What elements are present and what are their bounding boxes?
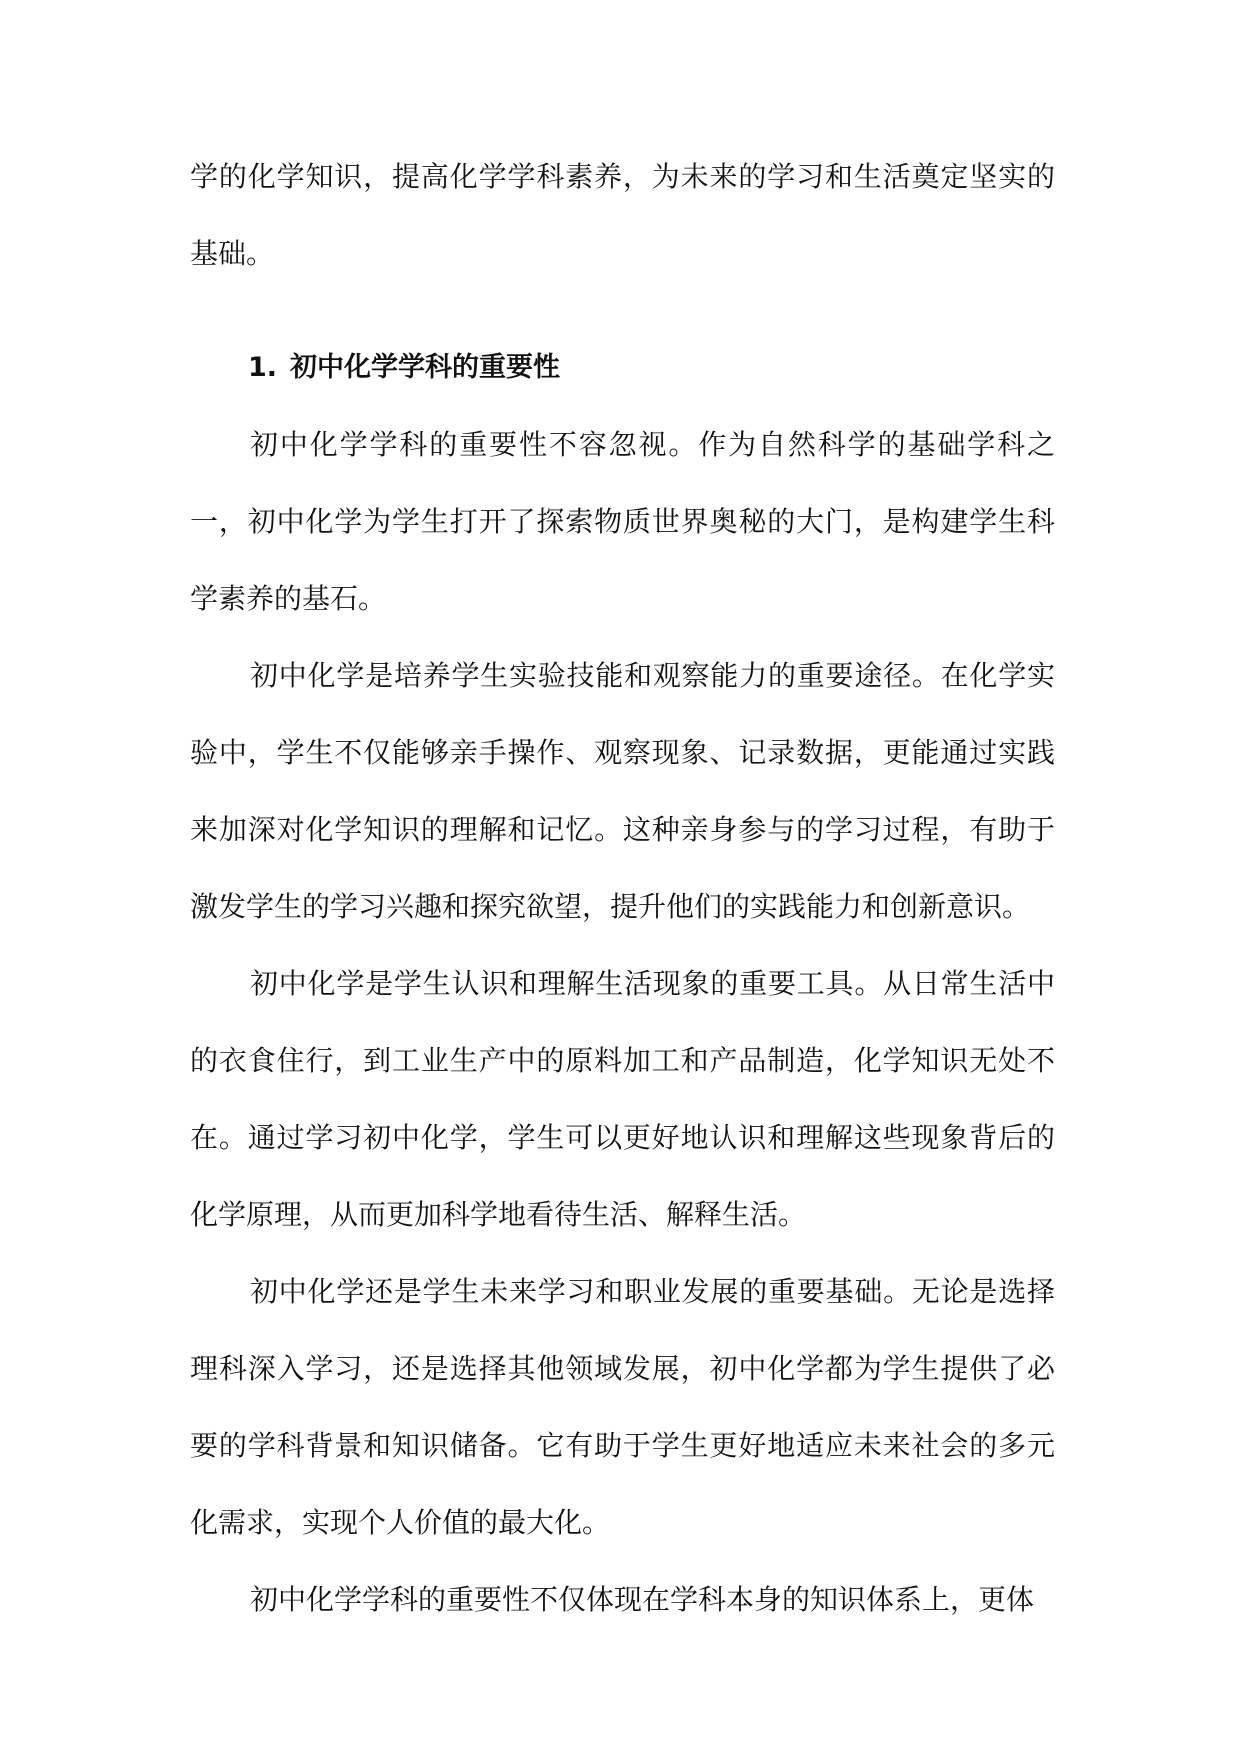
body-paragraph-1: 初中化学学科的重要性不容忽视。作为自然科学的基础学科之一，初中化学为学生打开了探索物质世界奥秘的大门，是构建学生科学素养的基石。: [190, 428, 1055, 615]
document-body: [190, 138, 1055, 1638]
section-number: 1.: [248, 352, 278, 383]
intro-paragraph: 学的化学知识，提高化学学科素养，为未来的学习和生活奠定坚实的基础。: [190, 160, 1055, 270]
body-paragraph-4: 初中化学还是学生未来学习和职业发展的重要基础。无论是选择理科深入学习，还是选择其他领域发展，初中化学都为学生提供了必要的学科背景和知识储备。它有助于学生更好地适应未来社会的多元化需求，实现个人价值的最大化。: [190, 1275, 1055, 1539]
section-title: 初中化学学科的重要性: [290, 352, 560, 383]
body-paragraph-2: 初中化学是培养学生实验技能和观察能力的重要途径。在化学实验中，学生不仅能够亲手操作、观察现象、记录数据，更能通过实践来加深对化学知识的理解和记忆。这种亲身参与的学习过程，有助于激发学生的学习兴趣和探究欲望，提升他们的实践能力和创新意识。: [190, 659, 1055, 923]
body-paragraph-3: 初中化学是学生认识和理解生活现象的重要工具。从日常生活中的衣食住行，到工业生产中的原料加工和产品制造，化学知识无处不在。通过学习初中化学，学生可以更好地认识和理解这些现象背后的化学原理，从而更加科学地看待生活、解释生活。: [190, 967, 1055, 1231]
body-paragraph-5: 初中化学学科的重要性不仅体现在学科本身的知识体系上，更体: [250, 1583, 1035, 1616]
section-heading: [190, 329, 1055, 406]
